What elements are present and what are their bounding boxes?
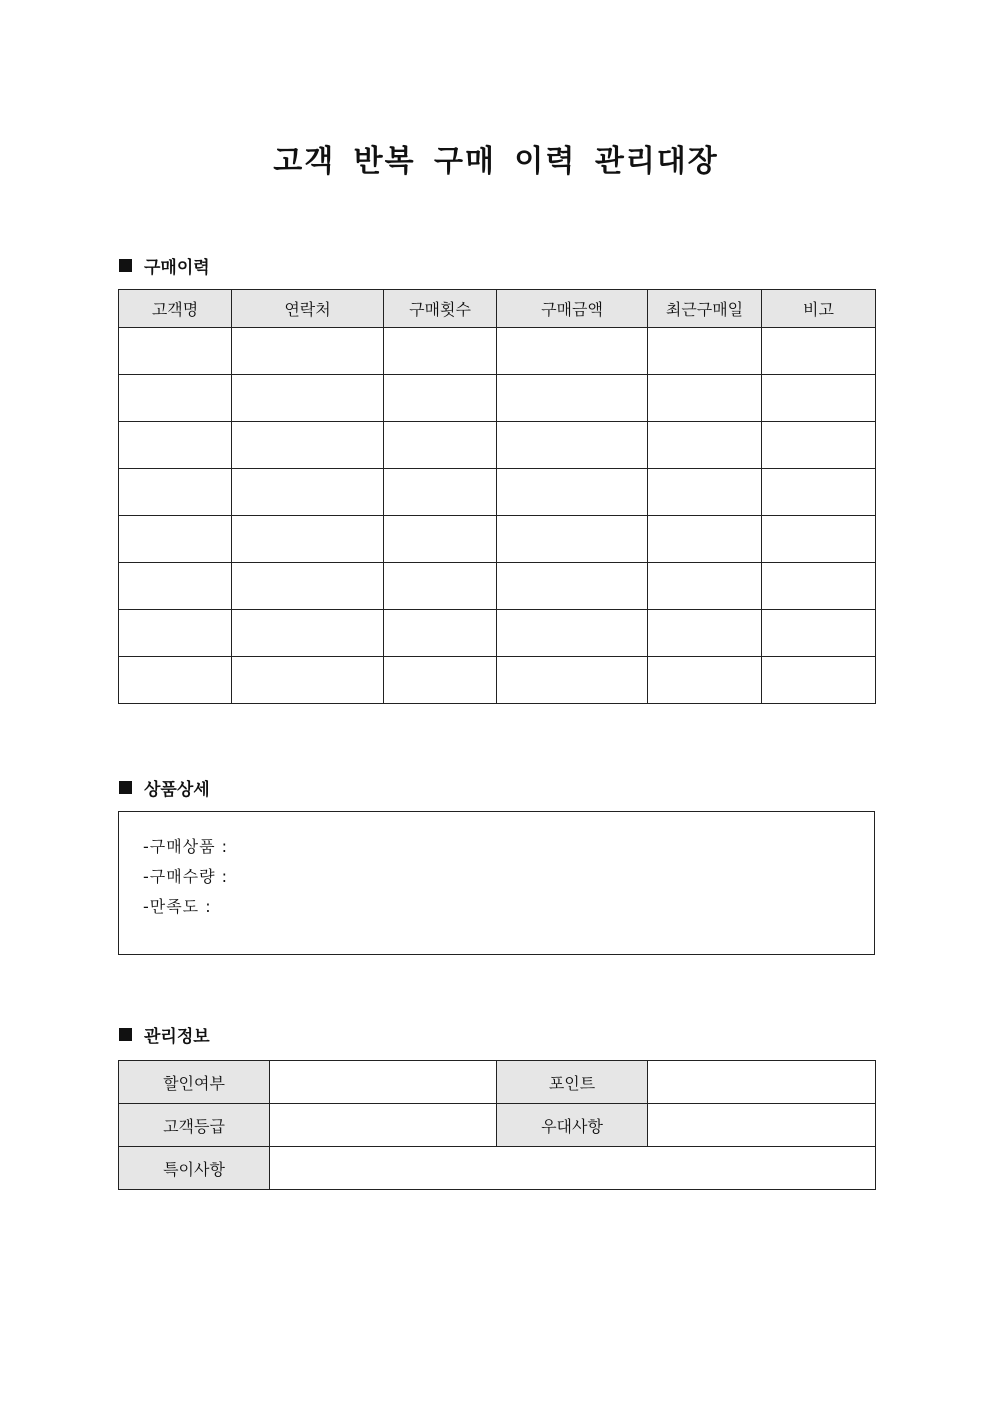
label-discount: 할인여부	[119, 1061, 270, 1104]
table-cell[interactable]	[497, 422, 648, 469]
table-cell[interactable]	[119, 469, 232, 516]
value-benefit-cell[interactable]	[648, 1104, 876, 1147]
column-header-last-purchase-date: 최근구매일	[648, 290, 762, 328]
table-row	[119, 469, 876, 516]
table-cell[interactable]	[384, 422, 497, 469]
value-remarks-cell[interactable]	[270, 1147, 876, 1190]
table-cell[interactable]	[119, 657, 232, 704]
table-cell[interactable]	[648, 328, 762, 375]
purchase-history-body	[119, 328, 876, 704]
table-cell[interactable]	[119, 610, 232, 657]
table-cell[interactable]	[648, 657, 762, 704]
table-cell[interactable]	[762, 469, 876, 516]
section-heading-label: 상품상세	[144, 779, 210, 800]
square-bullet-icon	[119, 1028, 132, 1041]
table-cell[interactable]	[762, 375, 876, 422]
table-header-row	[119, 290, 876, 328]
value-grade-cell[interactable]	[270, 1104, 497, 1147]
table-row	[119, 375, 876, 422]
table-cell[interactable]	[497, 328, 648, 375]
table-cell[interactable]	[497, 469, 648, 516]
section-heading-purchase-history	[119, 253, 210, 277]
table-cell[interactable]	[648, 469, 762, 516]
detail-line-satisfaction: -만족도 :	[143, 897, 212, 916]
table-cell[interactable]	[384, 328, 497, 375]
table-cell[interactable]	[119, 516, 232, 563]
value-discount-cell[interactable]	[270, 1061, 497, 1104]
table-cell[interactable]	[119, 563, 232, 610]
detail-line-purchased-product: -구매상품 :	[143, 837, 229, 856]
table-row	[119, 1104, 876, 1147]
table-row	[119, 657, 876, 704]
column-header-customer-name: 고객명	[119, 290, 232, 328]
table-cell[interactable]	[232, 375, 384, 422]
table-cell[interactable]	[384, 469, 497, 516]
column-header-remarks: 비고	[762, 290, 876, 328]
table-cell[interactable]	[232, 516, 384, 563]
table-cell[interactable]	[762, 516, 876, 563]
value-point-cell[interactable]	[648, 1061, 876, 1104]
table-row	[119, 328, 876, 375]
table-row	[119, 1061, 876, 1104]
table-cell[interactable]	[497, 563, 648, 610]
table-cell[interactable]	[762, 422, 876, 469]
table-cell[interactable]	[648, 563, 762, 610]
table-cell[interactable]	[497, 657, 648, 704]
table-row	[119, 563, 876, 610]
table-cell[interactable]	[119, 375, 232, 422]
section-heading-label: 관리정보	[144, 1026, 210, 1047]
section-heading-product-detail	[119, 775, 210, 799]
label-benefit: 우대사항	[497, 1104, 648, 1147]
table-cell[interactable]	[497, 516, 648, 563]
table-cell[interactable]	[384, 657, 497, 704]
table-cell[interactable]	[119, 422, 232, 469]
product-detail-box[interactable]	[118, 811, 875, 955]
table-cell[interactable]	[384, 516, 497, 563]
column-header-purchase-amount: 구매금액	[497, 290, 648, 328]
table-cell[interactable]	[384, 375, 497, 422]
table-cell[interactable]	[497, 610, 648, 657]
table-row	[119, 610, 876, 657]
table-cell[interactable]	[119, 328, 232, 375]
section-heading-management-info	[119, 1022, 210, 1046]
table-cell[interactable]	[232, 469, 384, 516]
table-cell[interactable]	[232, 422, 384, 469]
table-cell[interactable]	[762, 328, 876, 375]
page-title: 고객 반복 구매 이력 관리대장	[273, 144, 719, 179]
table-row	[119, 516, 876, 563]
column-header-purchase-count: 구매횟수	[384, 290, 497, 328]
table-cell[interactable]	[762, 610, 876, 657]
table-cell[interactable]	[232, 328, 384, 375]
table-cell[interactable]	[648, 375, 762, 422]
table-cell[interactable]	[232, 657, 384, 704]
table-row	[119, 1147, 876, 1190]
product-detail-lines	[143, 832, 228, 922]
table-cell[interactable]	[648, 610, 762, 657]
table-cell[interactable]	[232, 610, 384, 657]
table-cell[interactable]	[232, 563, 384, 610]
table-cell[interactable]	[648, 516, 762, 563]
label-remarks: 특이사항	[119, 1147, 270, 1190]
table-cell[interactable]	[384, 563, 497, 610]
column-header-contact: 연락처	[232, 290, 384, 328]
table-cell[interactable]	[762, 657, 876, 704]
table-cell[interactable]	[648, 422, 762, 469]
table-cell[interactable]	[762, 563, 876, 610]
table-cell[interactable]	[497, 375, 648, 422]
table-row	[119, 422, 876, 469]
label-point: 포인트	[497, 1061, 648, 1104]
square-bullet-icon	[119, 259, 132, 272]
detail-line-purchase-quantity: -구매수량 :	[143, 867, 229, 886]
section-heading-label: 구매이력	[144, 257, 210, 278]
management-info-table	[118, 1060, 876, 1190]
purchase-history-table	[118, 289, 876, 704]
square-bullet-icon	[119, 781, 132, 794]
table-cell[interactable]	[384, 610, 497, 657]
label-grade: 고객등급	[119, 1104, 270, 1147]
